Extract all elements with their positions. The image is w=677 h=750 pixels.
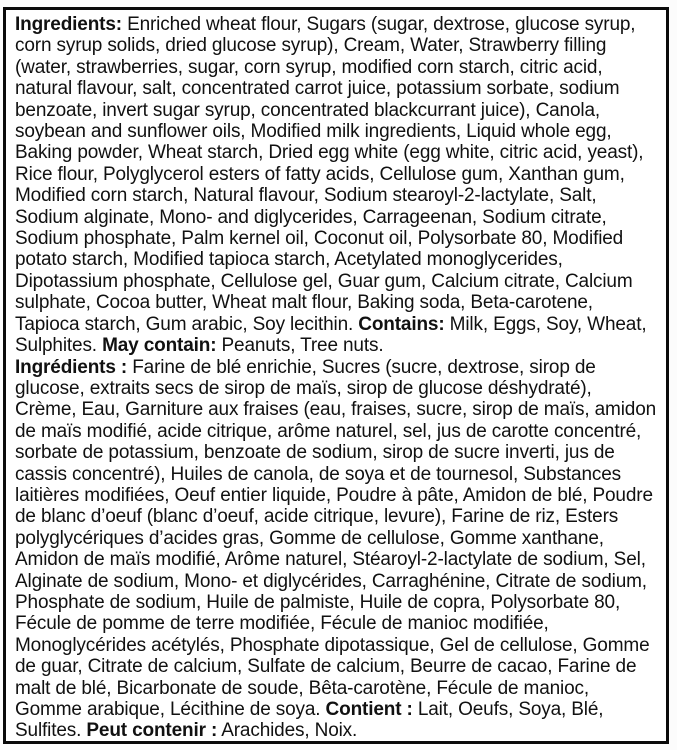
contains-text-fr: Lait, Oeufs, Soya, Blé, Sulfites.: [15, 699, 604, 742]
may-contain-text-fr: Arachides, Noix.: [217, 720, 358, 742]
contains-heading-en: Contains:: [358, 313, 445, 335]
contains-text-en: Milk, Eggs, Soy, Wheat, Sulphites.: [15, 313, 647, 357]
ingredients-heading-fr: Ingrédients :: [15, 356, 128, 378]
ingredients-text-fr: Farine de blé enrichie, Sucres (sucre, dextrose, sirop de glucose, extraits secs de sirop de maïs, sirop de glucose déshydraté), Crème, Eau, Garniture aux fraises (eau, fraises, sucre, sirop de maïs, amidon de maïs modifié, acide citrique, arôme naturel, sel, jus de carotte concentré, sorbate de potassium, benzoate de sodium, sirop de sucre inverti, jus de cassis concentré), Huiles de canola, de soya et de tournesol, Substances laitières modifiées, Oeuf entier liquide, Poudre à pâte, Amidon de blé, Poudre de blanc d’oeuf (blanc d’oeuf, acide citrique, levure), Farine de riz, Esters polyglycériques d’acides gras, Gomme de cellulose, Gomme xanthane, Amidon de maïs modifié, Arôme naturel, Stéaroyl-2-lactylate de sodium, Sel, Alginate de sodium, Mono- et diglycérides, Carraghénine, Citrate de sodium, Phosphate de sodium, Huile de palmiste, Huile de copra, Polysorbate 80, Fécule de pomme de terre modifiée, Fécule de manioc modifiée, Monoglycérides acétylés, Phosphate dipotassique, Gel de cellulose, Gomme de guar, Citrate de calcium, Sulfate de calcium, Beurre de cacao, Farine de malt de blé, Bicarbonate de soude, Bêta-carotène, Fécule de manioc, Gomme arabique, Lécithine de soya.: [15, 356, 657, 720]
french-ingredients-paragraph: [15, 357, 658, 742]
may-contain-heading-fr: Peut contenir :: [86, 720, 218, 742]
may-contain-text-en: Peanuts, Tree nuts.: [216, 335, 384, 357]
ingredients-text-en: Enriched wheat flour, Sugars (sugar, dextrose, glucose syrup, corn syrup solids, dried glucose syrup), Cream, Water, Strawberry filling (water, strawberries, sugar, corn syrup, modified corn starch, citric acid, natural flavour, salt, concentrated carrot juice, potassium sorbate, sodium benzoate, invert sugar syrup, concentrated blackcurrant juice), Canola, soybean and sunflower oils, Modified milk ingredients, Liquid whole egg, Baking powder, Wheat starch, Dried egg white (egg white, citric acid, yeast), Rice flour, Polyglycerol esters of fatty acids, Cellulose gum, Xanthan gum, Modified corn starch, Natural flavour, Sodium stearoyl-2-lactylate, Salt, Sodium alginate, Mono- and diglycerides, Carrageenan, Sodium citrate, Sodium phosphate, Palm kernel oil, Coconut oil, Polysorbate 80, Modified potato starch, Modified tapioca starch, Acetylated monoglycerides, Dipotassium phosphate, Cellulose gel, Guar gum, Calcium citrate, Calcium sulphate, Cocoa butter, Wheat malt flour, Baking soda, Beta-carotene, Tapioca starch, Gum arabic, Soy lecithin.: [15, 14, 644, 335]
may-contain-heading-en: May contain:: [102, 335, 217, 357]
english-ingredients-paragraph: [15, 14, 658, 357]
ingredients-heading-en: Ingredients:: [15, 14, 122, 35]
contains-heading-fr: Contient :: [325, 699, 413, 720]
ingredients-label-box: [3, 7, 669, 744]
